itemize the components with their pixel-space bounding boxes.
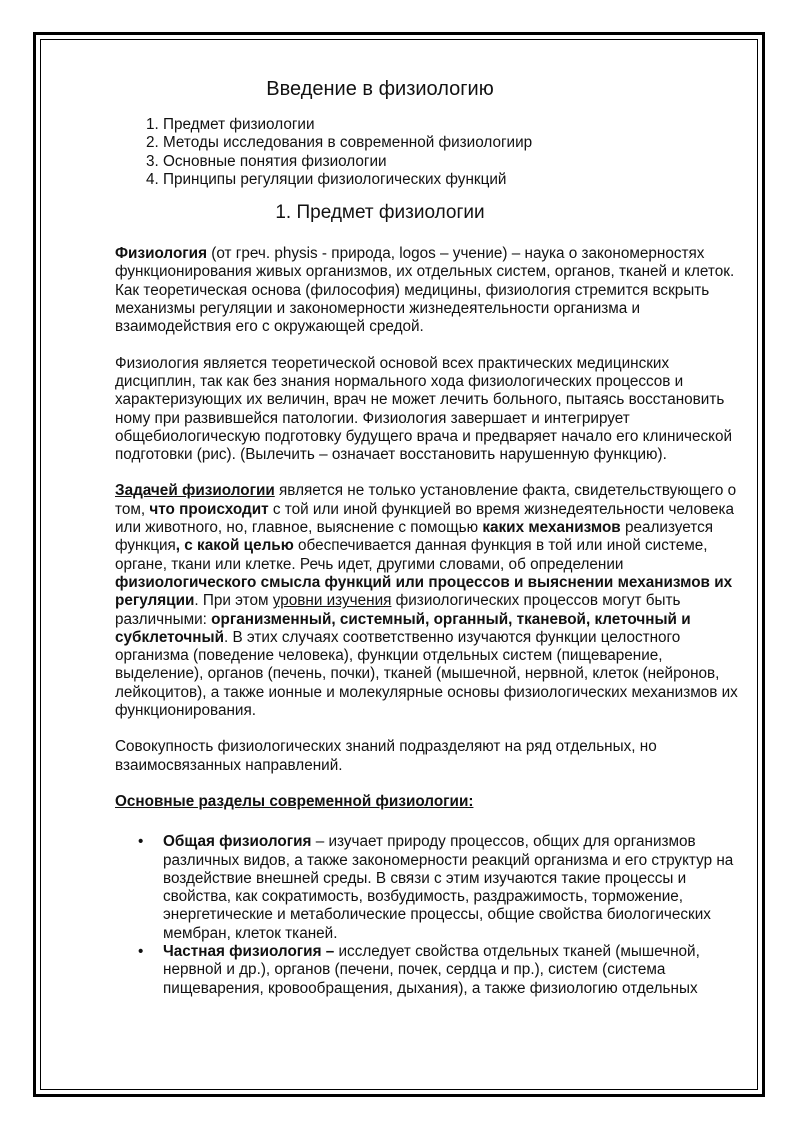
section-heading: 1. Предмет физиологии: [275, 202, 485, 224]
toc-item: 4. Принципы регуляции физиологических функций: [163, 171, 747, 189]
term-physiology: Физиология: [115, 245, 207, 263]
toc-item: 3. Основные понятия физиологии: [163, 153, 747, 171]
sections-heading: Основные разделы современной физиологии:: [115, 792, 474, 810]
paragraph-tasks: Задачей физиологии является не только установление факта, свидетельствующего о том, что происходит с той или иной функцией во время жизнедеятельности человека или животного, но, главное, выяснение с помощью каких механизмов реализуется функция, с какой целью обеспечивается данная функция в той или иной системе, органе, ткани или клетке. Речь идет, другими словами, об определении физиологического смысла функций или процессов и выяснении механизмов их регуляции. При этом уровни изучения физиологических процессов могут быть различными: организменный, системный, органный, тканевой, клеточный и субклеточный. В этих случаях соответственно изучаются функции целостного организма (поведение человека), функции отдельных систем (пищеварение, выделение), органов (печень, почки), тканей (мышечной, нервной, клеток (нейронов, лейкоцитов), а также ионные и молекулярные основы физиологических механизмов их функционирования.: [115, 482, 738, 720]
toc-item: 2. Методы исследования в современной физиологиир: [163, 134, 747, 152]
paragraph-definition: Физиология (от греч. physis - природа, logos – учение) – наука о закономерностях функционирования живых организмов, их отдельных систем, органов, тканей и клеток. Как теоретическая основа (философия) медицины, физиология стремится вскрыть механизмы регуляции и закономерности жизнедеятельности организма и взаимодействия его с окружающей средой.: [115, 245, 735, 336]
list-item: • Общая физиология – изучает природу процессов, общих для организмов различных видов, а также закономерности реакций организма и его структур на воздействие внешней среды. В связи с этим изучаются такие процессы и свойства, как сократимость, возбудимость, раздражимость, торможение, энергетические и метаболические процессы, общие свойства биологических мембран, клеток тканей.: [138, 833, 734, 942]
document-body: [115, 76, 747, 998]
sections-list: [115, 833, 747, 998]
bullet-icon: •: [138, 833, 144, 851]
paragraph-theory: Физиология является теоретической основой всех практических медицинских дисциплин, так как без знания нормального хода физиологических процессов и характеризующих их величин, врач не может лечить больного, пытаясь восстановить ному при развившейся патологии. Физиология завершает и интегрирует общебиологическую подготовку будущего врача и предваряет начало его клинической подготовки (рис). (Вылечить – означает восстановить нарушенную функцию).: [115, 354, 733, 464]
paragraph-directions: Совокупность физиологических знаний подразделяют на ряд отдельных, но взаимосвязанных направлений.: [115, 738, 657, 774]
bullet-icon: •: [138, 942, 144, 960]
toc-item: 1. Предмет физиологии: [163, 116, 747, 134]
table-of-contents: [115, 116, 747, 189]
list-item: • Частная физиология – исследует свойства отдельных тканей (мышечной, нервной и др.), органов (печени, почек, сердца и пр.), систем (система пищеварения, кровообращения, дыхания), а также физиологию отдельных: [138, 942, 700, 997]
document-title: Введение в физиологию: [266, 78, 494, 100]
term-tasks: Задачей физиологии: [115, 482, 275, 500]
